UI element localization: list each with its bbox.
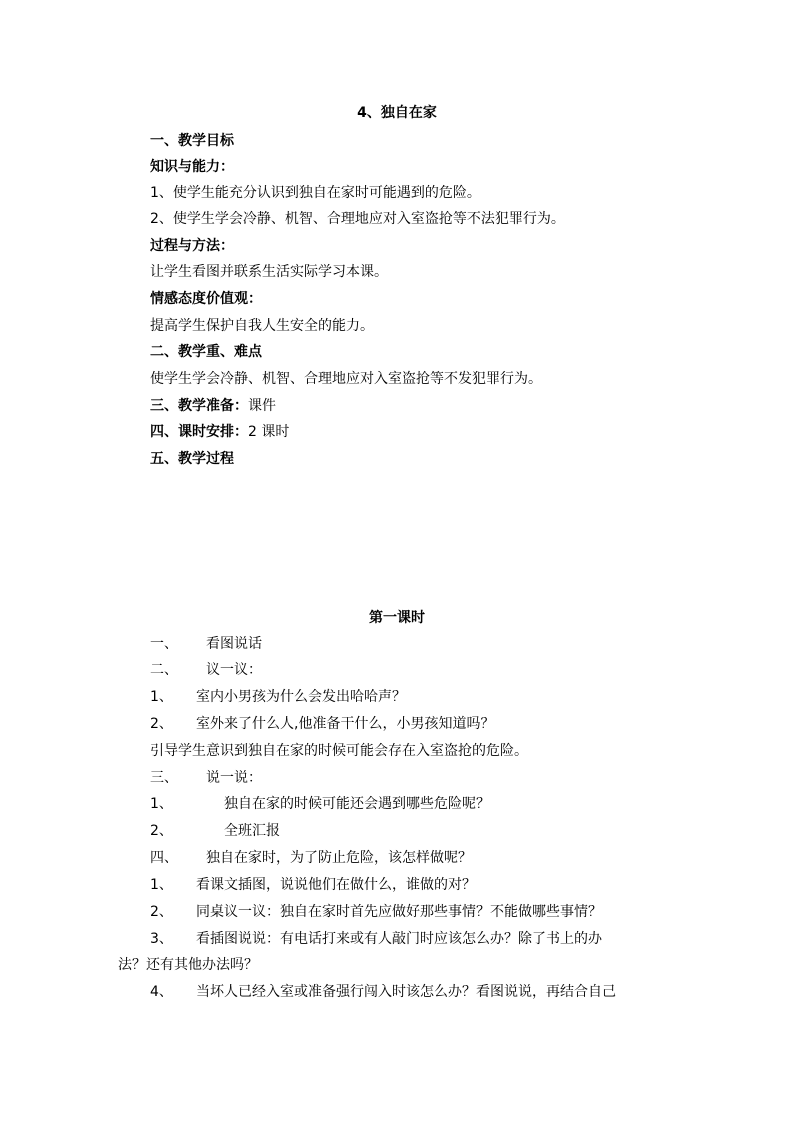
page-title: 4、独自在家 — [357, 105, 437, 121]
section-heading-goals: 一、教学目标 — [150, 133, 234, 149]
item-number: 二、 — [150, 662, 178, 678]
item-text: 室内小男孩为什么会发出哈哈声？ — [196, 689, 406, 705]
item-number: 一、 — [150, 636, 178, 652]
item-number: 1、 — [150, 796, 173, 812]
item-text: 说一说： — [206, 770, 262, 786]
item-text: 室外来了什么人,他准备干什么，小男孩知道吗？ — [196, 716, 495, 732]
section-heading-keypoints: 二、教学重、难点 — [150, 344, 262, 360]
preparation-label: 三、教学准备： — [150, 398, 248, 414]
lesson-item-4-4 — [150, 982, 616, 1002]
item-number: 1、 — [150, 689, 173, 705]
lesson-item-3-1 — [150, 794, 490, 814]
item-text: 全班汇报 — [224, 823, 280, 839]
subheading-knowledge: 知识与能力： — [150, 159, 234, 175]
lesson-item-4-1 — [150, 875, 476, 895]
section-schedule — [150, 422, 289, 442]
item-number: 三、 — [150, 770, 178, 786]
item-text: 看插图说说：有电话打来或有人敲门时应该怎么办？除了书上的办 — [196, 931, 602, 947]
item-number: 2、 — [150, 904, 173, 920]
lesson-guide-text: 引导学生意识到独自在家的时候可能会存在入室盗抢的危险。 — [150, 743, 528, 759]
emotion-text: 提高学生保护自我人生安全的能力。 — [150, 318, 374, 334]
lesson-title: 第一课时 — [369, 610, 425, 626]
item-text: 同桌议一议：独自在家时首先应做好那些事情？不能做哪些事情？ — [196, 904, 602, 920]
item-number: 2、 — [150, 823, 173, 839]
item-text: 看图说话 — [206, 636, 262, 652]
lesson-item-4-3 — [150, 929, 602, 949]
item-number: 4、 — [150, 984, 173, 1000]
preparation-value: 课件 — [248, 398, 276, 414]
item-number: 3、 — [150, 931, 173, 947]
lesson-item-3 — [150, 768, 262, 788]
item-text: 议一议： — [206, 662, 262, 678]
item-text: 独自在家时，为了防止危险，该怎样做呢？ — [206, 850, 472, 866]
item-number: 1、 — [150, 877, 173, 893]
lesson-item-2 — [150, 660, 262, 680]
schedule-label: 四、课时安排： — [150, 424, 248, 440]
item-text: 独自在家的时候可能还会遇到哪些危险呢？ — [224, 796, 490, 812]
lesson-item-2-1 — [150, 687, 406, 707]
lesson-item-4 — [150, 848, 472, 868]
process-text: 让学生看图并联系生活实际学习本课。 — [150, 264, 388, 280]
keypoints-text: 使学生学会冷静、机智、合理地应对入室盗抢等不发犯罪行为。 — [150, 371, 542, 387]
item-number: 四、 — [150, 850, 178, 866]
lesson-item-4-3-continuation: 法？还有其他办法吗？ — [118, 957, 258, 973]
goal-item-1: 1、使学生能充分认识到独自在家时可能遇到的危险。 — [150, 185, 481, 201]
goal-item-2: 2、使学生学会冷静、机智、合理地应对入室盗抢等不法犯罪行为。 — [150, 211, 565, 227]
subheading-process: 过程与方法： — [150, 238, 234, 254]
section-heading-process: 五、教学过程 — [150, 451, 234, 467]
lesson-item-3-2 — [150, 821, 280, 841]
item-text: 当坏人已经入室或准备强行闯入时该怎么办？看图说说，再结合自己 — [196, 984, 616, 1000]
lesson-item-1 — [150, 634, 262, 654]
section-preparation — [150, 396, 276, 416]
subheading-emotion: 情感态度价值观： — [150, 291, 262, 307]
schedule-value: 2 课时 — [248, 424, 290, 440]
item-number: 2、 — [150, 716, 173, 732]
lesson-item-4-2 — [150, 902, 602, 922]
item-text: 看课文插图，说说他们在做什么，谁做的对？ — [196, 877, 476, 893]
lesson-item-2-2 — [150, 714, 494, 734]
